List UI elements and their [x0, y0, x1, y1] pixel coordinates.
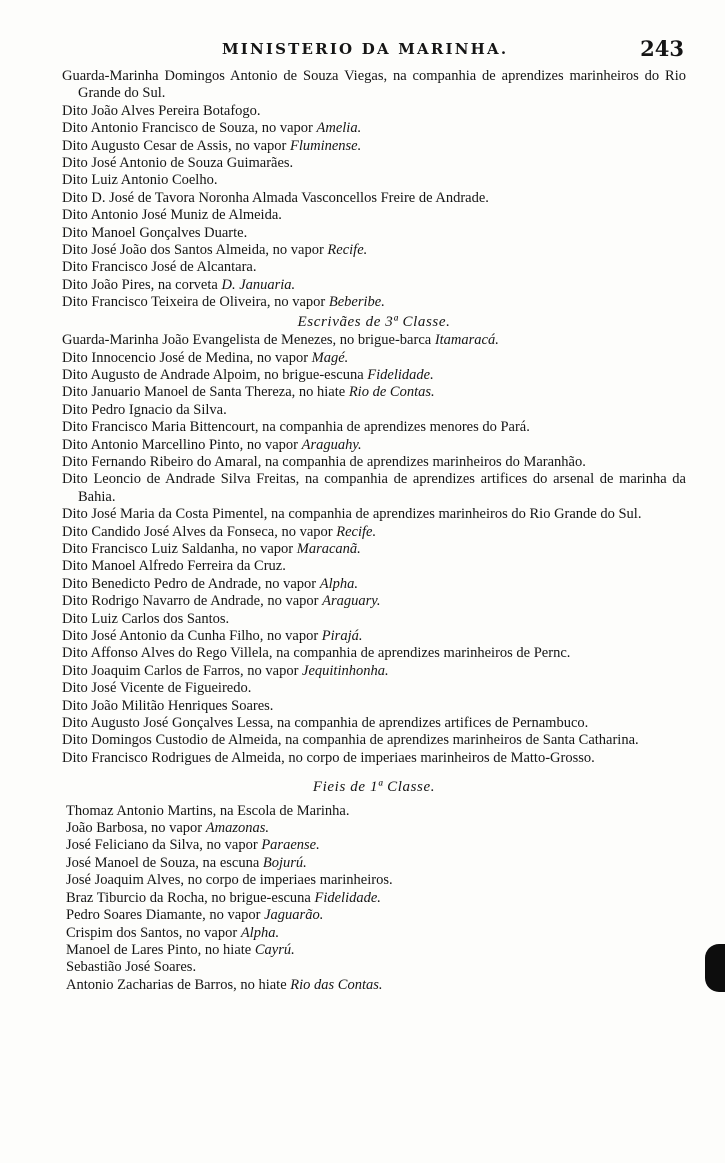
list-entry: [62, 541, 686, 558]
entry-text: Dito Luiz Antonio Coelho.: [62, 172, 218, 189]
vessel-name: Recife.: [327, 242, 368, 259]
entry-text: José Manoel de Souza, na escuna: [66, 854, 263, 871]
list-entry: [62, 172, 686, 189]
entry-text: Thomaz Antonio Martins, na Escola de Marinha.: [66, 802, 350, 819]
vessel-name: Alpha.: [240, 924, 280, 941]
list-entry: [62, 576, 686, 593]
entry-text: Dito João Pires, na corveta: [62, 276, 222, 293]
entry-text: Dito Augusto José Gonçalves Lessa, na companhia de aprendizes artifices de Pernambuco.: [62, 715, 589, 732]
list-entry: [62, 402, 686, 419]
list-entry: [62, 190, 686, 207]
entry-text: Dito Affonso Alves do Rego Villela, na companhia de aprendizes marinheiros de Pernc.: [62, 645, 571, 662]
list-entry: [62, 524, 686, 541]
entry-text: Manoel de Lares Pinto, no hiate: [66, 941, 255, 958]
entry-text: Dito Manoel Gonçalves Duarte.: [62, 224, 248, 241]
list-entry: [66, 820, 686, 837]
entry-text: Dito João Alves Pereira Botafogo.: [62, 102, 261, 119]
vessel-name: Cayrú.: [254, 941, 295, 958]
list-entry: [66, 837, 686, 854]
entry-text: Guarda-Marinha João Evangelista de Menezes, no brigue-barca: [62, 332, 435, 349]
vessel-name: Fidelidade.: [367, 366, 434, 383]
entry-text: Dito Francisco Maria Bittencourt, na companhia de aprendizes menores do Pará.: [62, 419, 530, 436]
vessel-name: Pirajá.: [321, 628, 363, 644]
list-entry: [62, 454, 686, 471]
list-entry: [66, 925, 686, 942]
list-entry: [66, 959, 686, 976]
entry-text: Dito Antonio Francisco de Souza, no vapor: [62, 120, 317, 137]
list-entry: [62, 277, 686, 294]
entry-text: José Feliciano da Silva, no vapor: [66, 837, 262, 854]
list-entry: [62, 68, 686, 103]
vessel-name: Amazonas.: [205, 820, 269, 837]
list-entry: [66, 855, 686, 872]
list-entry: [62, 225, 686, 242]
escrivaes-list: [62, 332, 686, 767]
section-title-escrivaes: Escrivães de 3ª Classe.: [297, 313, 451, 330]
entry-text: José Joaquim Alves, no corpo de imperiaes marinheiros.: [66, 872, 393, 889]
vessel-name: Fidelidade.: [314, 889, 381, 906]
entry-text: Guarda-Marinha Domingos Antonio de Souza Viegas, na companhia de aprendizes marinheiros do Rio Grande do Sul.: [62, 68, 686, 102]
list-entry: [62, 242, 686, 259]
list-entry: [66, 803, 686, 820]
list-entry: [62, 698, 686, 715]
entry-text: Dito Antonio José Muniz de Almeida.: [62, 207, 282, 224]
list-entry: [62, 259, 686, 276]
page-body: [62, 68, 686, 994]
list-entry: [62, 506, 686, 523]
entry-text: Dito Leoncio de Andrade Silva Freitas, na companhia de aprendizes artifices do arsenal de marinha da Bahia.: [62, 471, 686, 505]
running-head: [62, 36, 684, 66]
vessel-name: Alpha.: [319, 575, 358, 592]
entry-text: Dito Augusto de Andrade Alpoim, no brigue-escuna: [62, 366, 368, 383]
list-entry: [62, 155, 686, 172]
vessel-name: Beberibe.: [328, 294, 385, 311]
entry-text: Dito Joaquim Carlos de Farros, no vapor: [62, 662, 303, 679]
vessel-name: Araguary.: [322, 593, 381, 610]
entry-text: Crispim dos Santos, no vapor: [66, 924, 241, 941]
vessel-name: Amelia.: [316, 120, 362, 137]
vessel-name: Jaguarão.: [264, 907, 324, 924]
vessel-name: Bojurú.: [262, 854, 307, 871]
vessel-name: Rio de Contas.: [348, 384, 435, 401]
section-title-fieis: Fieis de 1ª Classe.: [312, 779, 436, 796]
list-entry: [66, 942, 686, 959]
vessel-name: Itamaracá.: [434, 332, 499, 349]
list-entry: [62, 593, 686, 610]
guardas-marinha-list: [62, 68, 686, 312]
entry-text: Dito D. José de Tavora Noronha Almada Vasconcellos Freire de Andrade.: [62, 189, 489, 206]
entry-text: Dito Francisco Teixeira de Oliveira, no vapor: [62, 294, 329, 311]
vessel-name: Recife.: [336, 523, 377, 540]
entry-text: Dito Antonio Marcellino Pinto, no vapor: [62, 436, 302, 453]
list-entry: [62, 437, 686, 454]
entry-text: Dito Candido José Alves da Fonseca, no vapor: [62, 523, 337, 540]
entry-text: Sebastião José Soares.: [66, 959, 197, 976]
list-entry: [62, 350, 686, 367]
list-entry: [62, 611, 686, 628]
list-entry: [62, 471, 686, 506]
list-entry: [62, 715, 686, 732]
vessel-name: Jequitinhonha.: [302, 662, 389, 679]
list-entry: [62, 207, 686, 224]
entry-text: Dito José Maria da Costa Pimentel, na companhia de aprendizes marinheiros do Rio Grande do Sul.: [62, 506, 642, 523]
vessel-name: Araguahy.: [301, 436, 362, 453]
entry-text: Dito Francisco José de Alcantara.: [62, 259, 257, 276]
list-entry: [62, 103, 686, 120]
binding-edge-mark: [705, 944, 725, 992]
vessel-name: Fluminense.: [289, 137, 362, 154]
entry-text: Dito José João dos Santos Almeida, no vapor: [62, 242, 328, 259]
list-entry: [62, 628, 686, 645]
entry-text: Dito Rodrigo Navarro de Andrade, no vapor: [62, 593, 323, 610]
list-entry: [62, 645, 686, 662]
entry-text: Braz Tiburcio da Rocha, no brigue-escuna: [66, 889, 315, 906]
entry-text: Dito José Antonio de Souza Guimarães.: [62, 155, 294, 172]
vessel-name: Paraense.: [261, 837, 320, 854]
list-entry: [66, 907, 686, 924]
list-entry: [66, 977, 686, 994]
fieis-list: [62, 803, 686, 994]
list-entry: [62, 663, 686, 680]
entry-text: Dito José Antonio da Cunha Filho, no vapor: [62, 628, 322, 644]
vessel-name: D. Januaria.: [221, 276, 296, 293]
list-entry: [62, 750, 686, 767]
page-title: MINISTERIO DA MARINHA.: [222, 40, 509, 58]
entry-text: Dito Januario Manoel de Santa Thereza, no hiate: [62, 384, 349, 401]
list-entry: [62, 294, 686, 311]
entry-text: Dito João Militão Henriques Soares.: [62, 697, 274, 714]
entry-text: Dito Manoel Alfredo Ferreira da Cruz.: [62, 558, 286, 575]
page-number: 243: [640, 36, 684, 61]
entry-text: João Barbosa, no vapor: [66, 820, 206, 837]
list-entry: [62, 120, 686, 137]
vessel-name: Rio das Contas.: [290, 976, 383, 993]
entry-text: Dito Francisco Luiz Saldanha, no vapor: [62, 540, 297, 557]
entry-text: Dito Augusto Cesar de Assis, no vapor: [62, 137, 290, 154]
list-entry: [62, 558, 686, 575]
entry-text: Dito Fernando Ribeiro do Amaral, na companhia de aprendizes marinheiros do Maranhão.: [62, 453, 586, 470]
entry-text: Dito José Vicente de Figueiredo.: [62, 680, 252, 697]
entry-text: Dito Francisco Rodrigues de Almeida, no corpo de imperiaes marinheiros de Matto-Grosso.: [62, 749, 595, 766]
entry-text: Pedro Soares Diamante, no vapor: [66, 907, 265, 924]
entry-text: Antonio Zacharias de Barros, no hiate: [66, 976, 291, 993]
list-entry: [62, 138, 686, 155]
list-entry: [62, 384, 686, 401]
list-entry: [62, 367, 686, 384]
entry-text: Dito Innocencio José de Medina, no vapor: [62, 349, 312, 366]
entry-text: Dito Luiz Carlos dos Santos.: [62, 610, 230, 627]
list-entry: [66, 872, 686, 889]
entry-text: Dito Domingos Custodio de Almeida, na companhia de aprendizes marinheiros de Santa Catharina.: [62, 732, 639, 749]
entry-text: Dito Pedro Ignacio da Silva.: [62, 401, 227, 418]
list-entry: [66, 890, 686, 907]
entry-text: Dito Benedicto Pedro de Andrade, no vapor: [62, 575, 320, 592]
list-entry: [62, 332, 686, 349]
list-entry: [62, 732, 686, 749]
list-entry: [62, 680, 686, 697]
vessel-name: Maracanã.: [296, 540, 361, 557]
list-entry: [62, 419, 686, 436]
vessel-name: Magé.: [311, 349, 349, 366]
